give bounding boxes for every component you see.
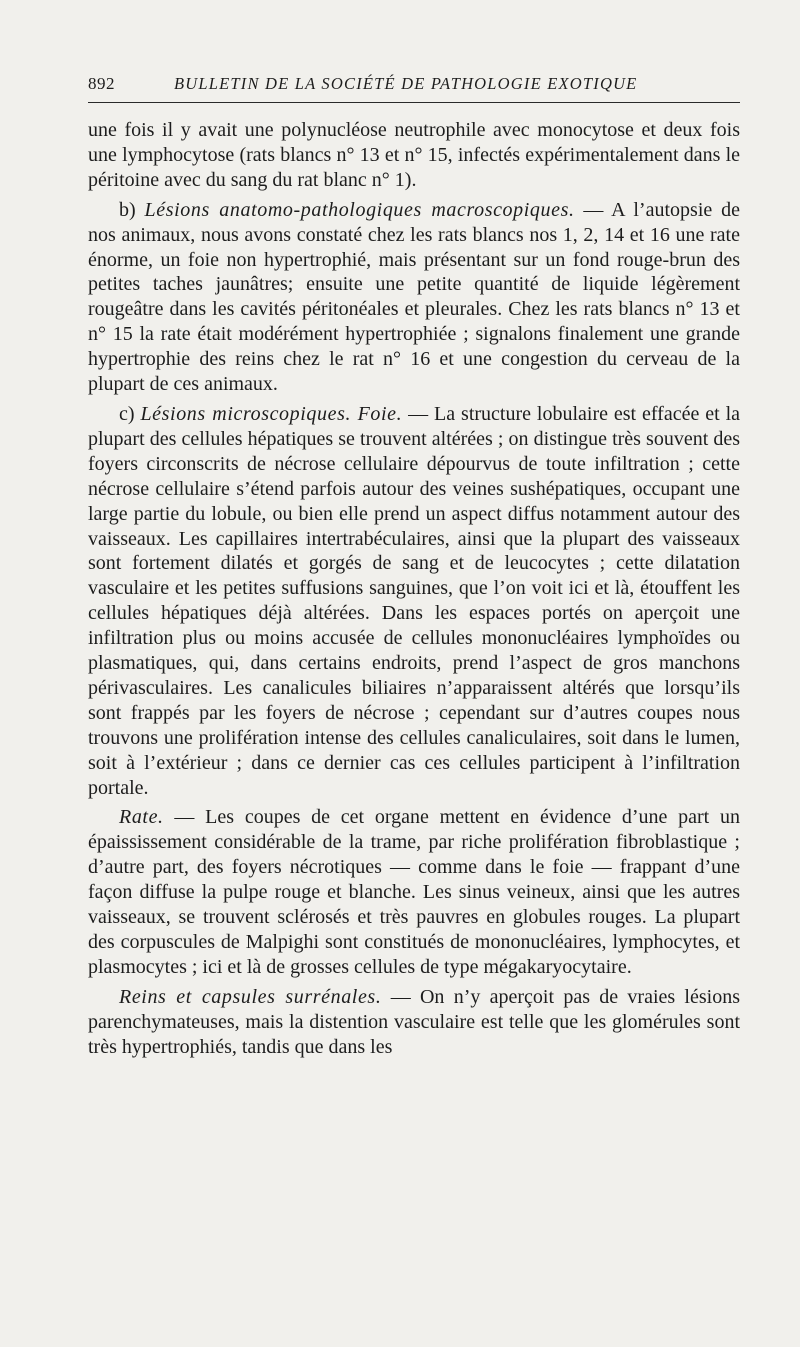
running-title: BULLETIN DE LA SOCIÉTÉ DE PATHOLOGIE EXOTIQUE [174, 74, 638, 93]
page-header [88, 74, 740, 98]
page-number: 892 [88, 74, 115, 93]
body-text [88, 118, 740, 1060]
paragraph-text: — A l’autopsie de nos animaux, nous avons constaté chez les rats blancs nos 1, 2, 14 et 16 une rate énorme, un foie non hypertrophié, mais présentant sur un fond rouge-brun des petites taches jaunâtres; ensuite une petite quantité de liquide légèrement rougeâtre dans les cavités péritonéales et pleurales. Chez les rats blancs n° 13 et n° 15 la rate était modérément hypertrophiée ; signalons finalement une grande hypertrophie des reins chez le rat n° 16 et une congestion du cerveau de la plupart de ces animaux. [88, 198, 740, 396]
paragraph-spleen [88, 805, 740, 979]
paragraph-text: — On n’y aperçoit pas de vraies lésions parenchymateuses, mais la distention vasculaire est telle que les glomérules sont très hypertrophiés, tandis que dans les [88, 985, 740, 1058]
paragraph-text: — Les coupes de cet organe mettent en évidence d’une part un épaississement considérable de la trame, par riche prolifération fibroblastique ; d’autre part, des foyers nécrotiques — comme dans le foie — frappant d’une façon diffuse la pulpe rouge et blanche. Les sinus veineux, ainsi que les autres vaisseaux, se trouvent sclérosés et très pauvres en globules rouges. La plupart des corpuscules de Malpighi sont constitués de mononucléaires, lymphocytes, et plasmocytes ; ici et là de grosses cellules de type mégakaryocytaire. [88, 806, 740, 978]
paragraph-macroscopic-lesions [88, 198, 740, 397]
paragraph-lead: c) [119, 402, 141, 425]
paragraph-text: une fois il y avait une polynucléose neutrophile avec monocytose et deux fois une lymphocytose (rats blancs n° 13 et n° 15, infectés expérimentalement dans le péritoine avec du sang du rat blanc n° 1). [88, 119, 740, 191]
paragraph-microscopic-lesions [88, 402, 740, 801]
section-heading: Lésions microscopiques. Foie. [140, 402, 403, 425]
paragraph-kidneys [88, 985, 740, 1060]
section-heading: Lésions anatomo-pathologiques macroscopiques. [144, 198, 575, 221]
paragraph-text: — La structure lobulaire est effacée et la plupart des cellules hépatiques se trouvent altérées ; on distingue très souvent des foyers circonscrits de nécrose cellulaire dépourvus de toute infiltration ; cette nécrose cellulaire s’étend parfois autour des veines sushépatiques, occupant une large partie du lobule, ou bien elle prend un aspect diffus notamment autour des vaisseaux. Les capillaires intertrabéculaires, ainsi que la plupart des vaisseaux sont fortement dilatés et gorgés de sang et de leucocytes ; cette dilatation vasculaire et les petites suffusions sanguines, que l’on voit ici et là, étouffent les cellules hépatiques déjà altérées. Dans les espaces portés on aperçoit une infiltration plus ou moins accusée de cellules mononucléaires lymphoïdes ou plasmatiques, qui, dans certains endroits, prend l’aspect de gros manchons périvasculaires. Les canalicules biliaires n’apparaissent altérés que lorsqu’ils sont frappés par les foyers de nécrose ; cependant sur d’autres coupes nous trouvons une prolifération intense des cellules canaliculaires, soit dans le lumen, soit à l’extérieur ; dans ce dernier cas ces cellules participent à l’infiltration portale. [88, 402, 741, 799]
header-rule [88, 102, 740, 103]
paragraph-continuation [88, 118, 740, 193]
paragraph-lead: b) [119, 198, 145, 221]
section-heading: Rate. [119, 806, 164, 829]
section-heading: Reins et capsules surrénales. [119, 985, 382, 1008]
